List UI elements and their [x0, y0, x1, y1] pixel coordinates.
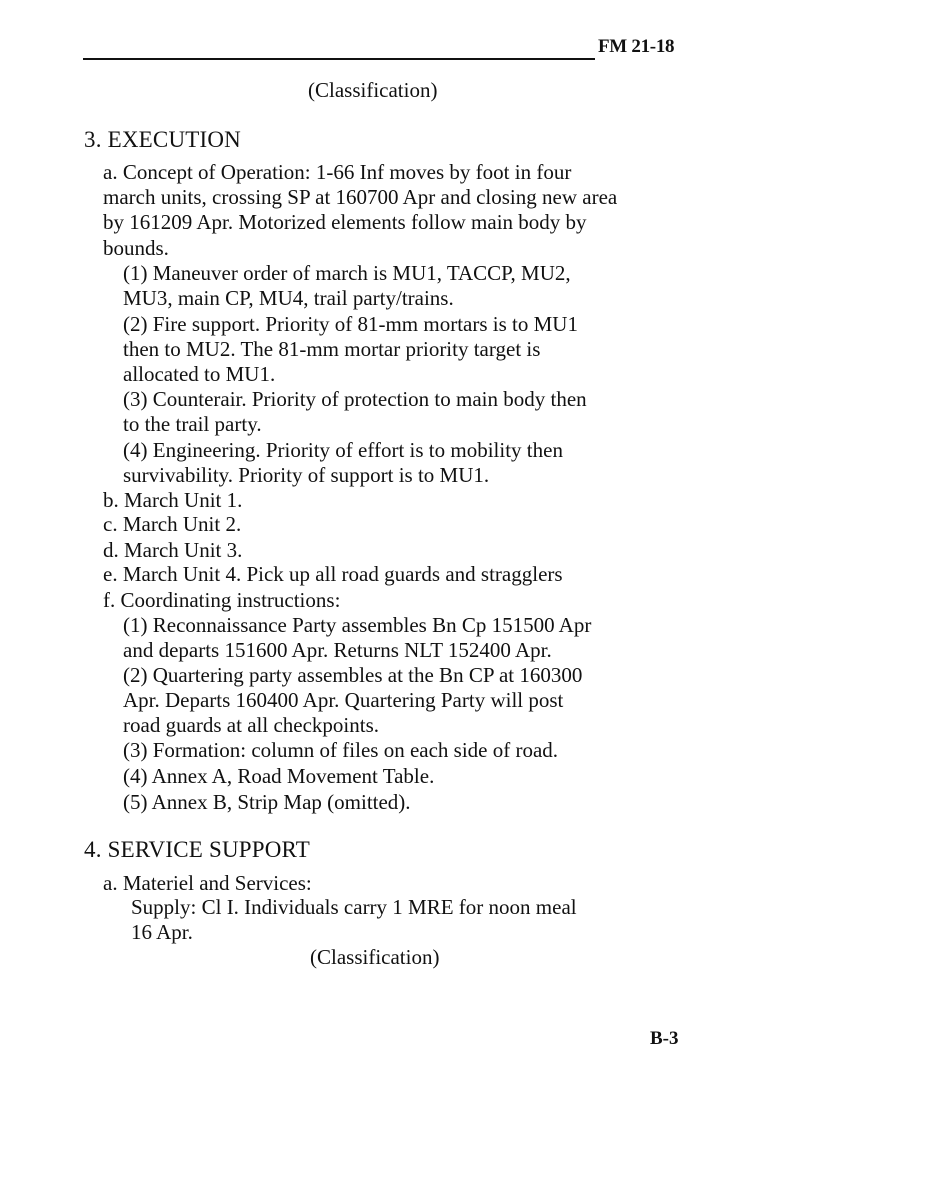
maneuver-paragraph — [123, 261, 683, 311]
document-id: FM 21-18 — [598, 36, 675, 57]
concept-of-operation — [103, 160, 683, 261]
text-line: (4) Annex A, Road Movement Table. — [123, 764, 435, 788]
annex-a-paragraph — [123, 764, 683, 789]
classification-bottom: (Classification) — [310, 945, 440, 969]
quartering-party-paragraph — [123, 663, 683, 739]
text-line: bounds. — [103, 235, 169, 260]
coordinating-instructions-label — [103, 588, 683, 613]
text-line: Supply: Cl I. Individuals carry 1 MRE for noon meal — [131, 895, 577, 919]
text-line: allocated to MU1. — [123, 362, 276, 387]
text-line: (2) Fire support. Priority of 81-mm mortars is to MU1 — [123, 312, 578, 336]
text-line: and departs 151600 Apr. Returns NLT 152400 Apr. — [123, 638, 552, 663]
text-line: a. Materiel and Services: — [103, 871, 312, 895]
march-unit-3 — [103, 538, 683, 563]
text-line: (2) Quartering party assembles at the Bn CP at 160300 — [123, 663, 583, 687]
annex-b-paragraph — [123, 790, 683, 815]
text-line: e. March Unit 4. Pick up all road guards and stragglers — [103, 562, 563, 586]
text-line: a. Concept of Operation: 1-66 Inf moves by foot in four — [103, 160, 572, 184]
text-line: MU3, main CP, MU4, trail party/trains. — [123, 286, 454, 311]
counterair-paragraph — [123, 387, 683, 437]
text-line: (1) Reconnaissance Party assembles Bn Cp 151500 Apr — [123, 613, 592, 637]
page-number: B-3 — [650, 1028, 679, 1049]
text-line: to the trail party. — [123, 412, 262, 437]
march-unit-4 — [103, 562, 683, 587]
text-line: road guards at all checkpoints. — [123, 713, 379, 738]
text-line: by 161209 Apr. Motorized elements follow main body by — [103, 210, 587, 235]
text-line: f. Coordinating instructions: — [103, 588, 341, 612]
text-line: c. March Unit 2. — [103, 512, 242, 536]
reconnaissance-paragraph — [123, 613, 683, 663]
text-line: (3) Formation: column of files on each side of road. — [123, 738, 559, 762]
text-line: 16 Apr. — [131, 920, 193, 945]
text-line: d. March Unit 3. — [103, 538, 243, 562]
march-unit-1 — [103, 488, 683, 513]
formation-paragraph — [123, 738, 683, 763]
text-line: then to MU2. The 81-mm mortar priority target is — [123, 337, 541, 362]
classification-top: (Classification) — [308, 78, 438, 102]
materiel-services-label — [103, 871, 683, 896]
text-line: (5) Annex B, Strip Map (omitted). — [123, 790, 411, 814]
fire-support-paragraph — [123, 312, 683, 388]
supply-paragraph — [131, 895, 683, 945]
text-line: (3) Counterair. Priority of protection to main body then — [123, 387, 587, 411]
march-unit-2 — [103, 512, 683, 537]
header-rule — [83, 58, 595, 60]
text-line: (4) Engineering. Priority of effort is to mobility then — [123, 438, 563, 462]
text-line: march units, crossing SP at 160700 Apr and closing new area — [103, 185, 618, 210]
section-3-heading: 3. EXECUTION — [84, 127, 241, 152]
text-line: Apr. Departs 160400 Apr. Quartering Party will post — [123, 688, 564, 713]
section-4-heading: 4. SERVICE SUPPORT — [84, 837, 310, 862]
engineering-paragraph — [123, 438, 683, 488]
text-line: survivability. Priority of support is to MU1. — [123, 463, 490, 488]
text-line: (1) Maneuver order of march is MU1, TACCP, MU2, — [123, 261, 571, 285]
text-line: b. March Unit 1. — [103, 488, 243, 512]
